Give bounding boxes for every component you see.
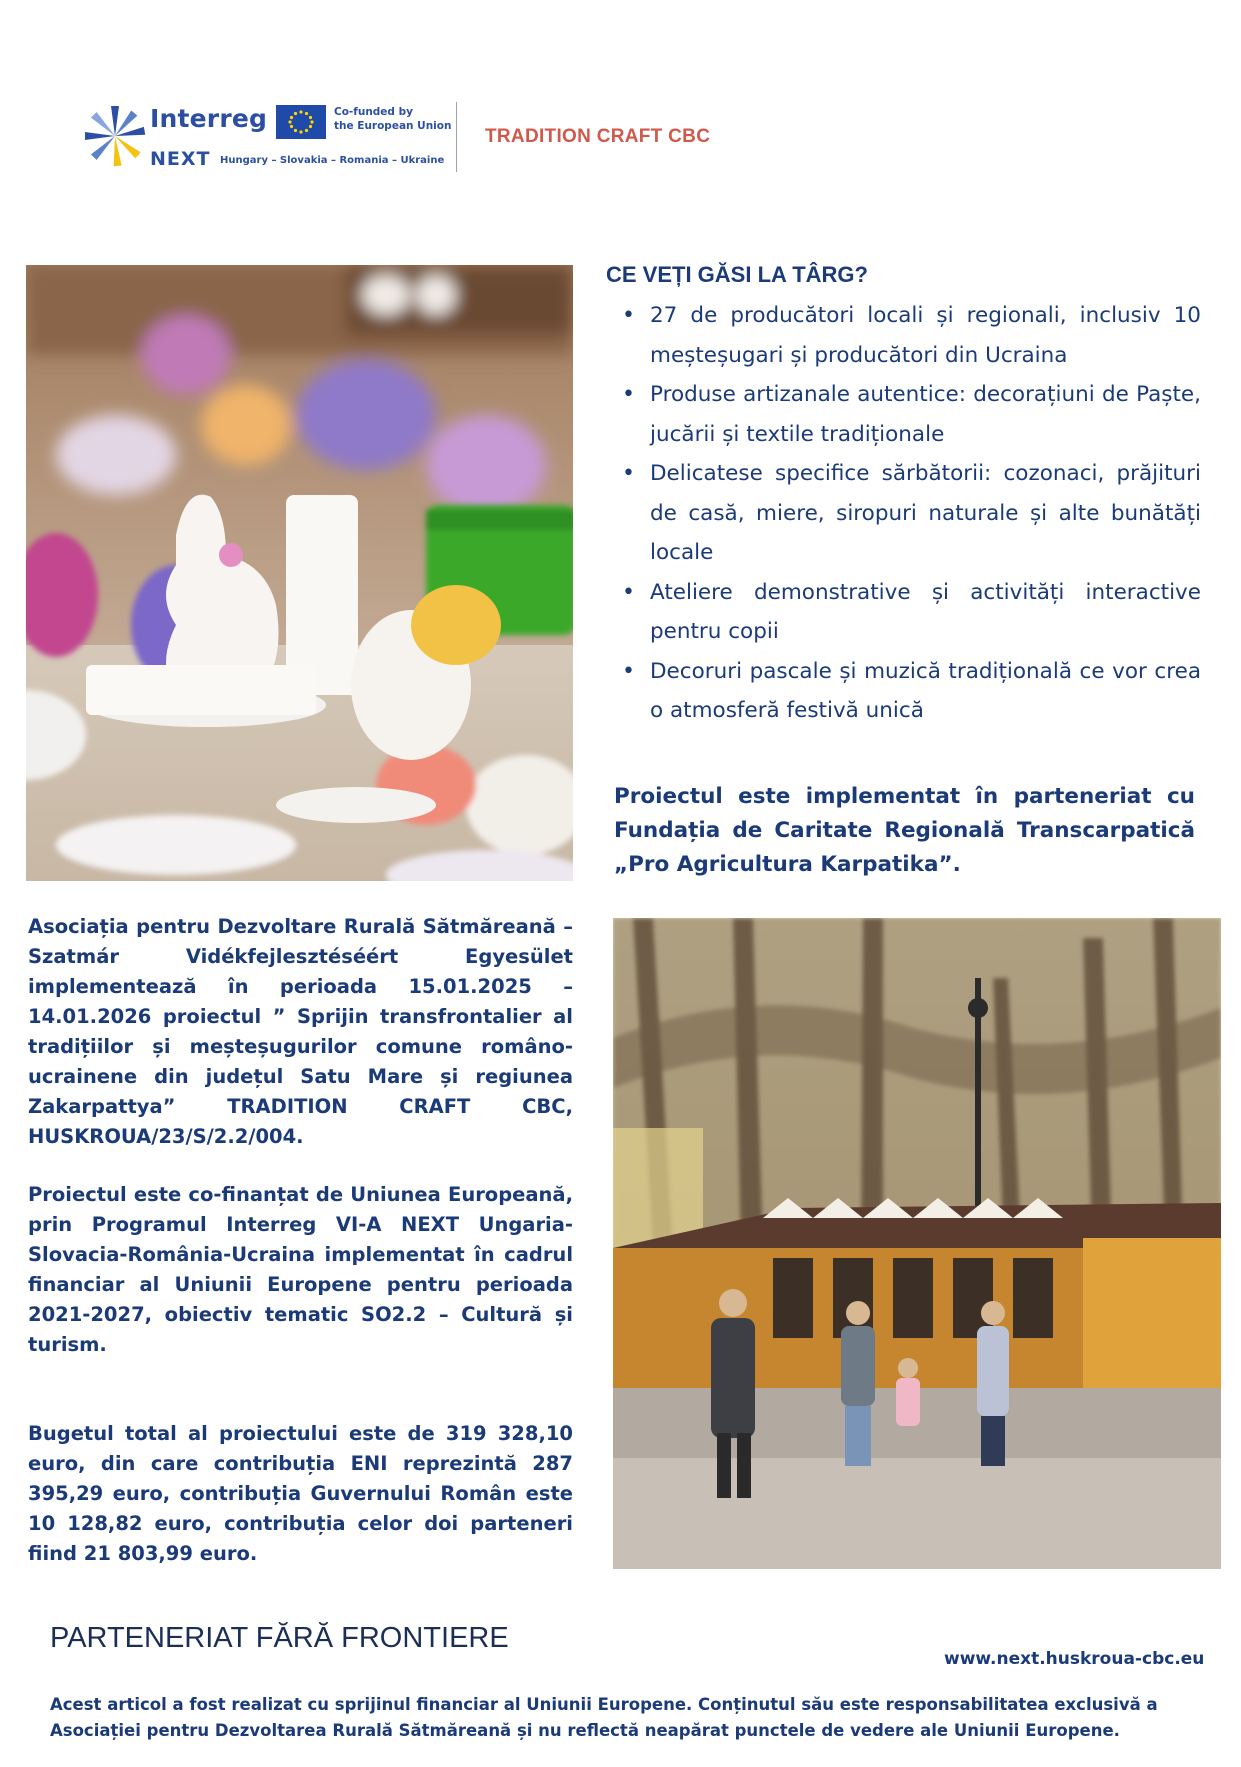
eu-disclaimer: Acest articol a fost realizat cu sprijinul financiar al Uniunii Europene. Conținutul său este responsabilitatea exclusivă a Asociației pentru Dezvoltarea Rurală Sătmăreană și nu reflectă neapărat punctele de vedere ale Uniunii Europene.	[50, 1695, 1158, 1740]
project-description-paragraph: Asociația pentru Dezvoltare Rurală Sătmăreană – Szatmár Vidékfejlesztéséért Egyesület implementează în perioada 15.01.2025 – 14.01.2026 proiectul ” Sprijin transfrontalier al tradițiilor și meșteșugurilor comune româno-ucrainene din județul Satu Mare și regiunea Zakarpattya” TRADITION CRAFT CBC, HUSKROUA/23/S/2.2/004.	[28, 915, 573, 1148]
next-wordmark: NEXT	[150, 148, 211, 170]
market-stalls-photo	[613, 918, 1221, 1569]
easter-photo-illustration	[26, 265, 573, 881]
fair-offer-list	[618, 296, 1201, 731]
fair-heading: CE VEȚI GĂSI LA TÂRG?	[606, 262, 868, 287]
program-countries: Hungary – Slovakia – Romania – Ukraine	[220, 155, 445, 166]
website-link[interactable]: www.next.huskroua-cbc.eu	[944, 1649, 1205, 1669]
market-photo-illustration	[613, 918, 1221, 1569]
logo-divider	[456, 102, 457, 172]
list-item: • Produse artizanale autentice: decorațiuni de Paște, jucării și textile tradiționale	[618, 375, 1201, 454]
interreg-flower-icon	[84, 100, 146, 172]
project-brand-title: TRADITION CRAFT CBC	[485, 126, 711, 147]
list-item: • Decoruri pascale și muzică tradițională ce vor crea o atmosferă festivă unică	[618, 652, 1201, 731]
budget-paragraph: Bugetul total al proiectului este de 319 328,10 euro, din care contribuția ENI reprezintă 287 395,29 euro, contribuția Guvernului Român este 10 128,82 euro, contribuția celor doi parteneri fiind 21 803,99 euro.	[28, 1422, 573, 1565]
slogan-part2: FĂRĂ FRONTIERE	[255, 1622, 509, 1654]
partnership-note: Proiectul este implementat în parteneriat cu Fundația de Caritate Regională Transcarpatică „Pro Agricultura Karpatika”.	[614, 784, 1195, 877]
list-item: • Ateliere demonstrative și activități interactive pentru copii	[618, 573, 1201, 652]
easter-products-photo	[26, 265, 573, 881]
slogan-part1: PARTENERIAT	[50, 1622, 256, 1654]
eu-cofunded-label: Co-funded by the European Union	[334, 106, 452, 132]
interreg-logo	[84, 100, 464, 182]
list-item: • 27 de producători locali și regionali, inclusiv 10 meșteșugari și producători din Ucraina	[618, 296, 1201, 375]
interreg-wordmark: Interreg	[150, 104, 268, 133]
eu-flag-icon	[276, 105, 326, 139]
list-item: • Delicatese specifice sărbătorii: cozonaci, prăjituri de casă, miere, siropuri naturale și alte bunătăți locale	[618, 454, 1201, 573]
slogan	[50, 1622, 509, 1655]
cofinancing-paragraph: Proiectul este co-finanțat de Uniunea Europeană, prin Programul Interreg VI-A NEXT Ungaria-Slovacia-România-Ucraina implementat în cadrul financiar al Uniunii Europene pentru perioada 2021-2027, obiectiv tematic SO2.2 – Cultură și turism.	[28, 1183, 573, 1356]
